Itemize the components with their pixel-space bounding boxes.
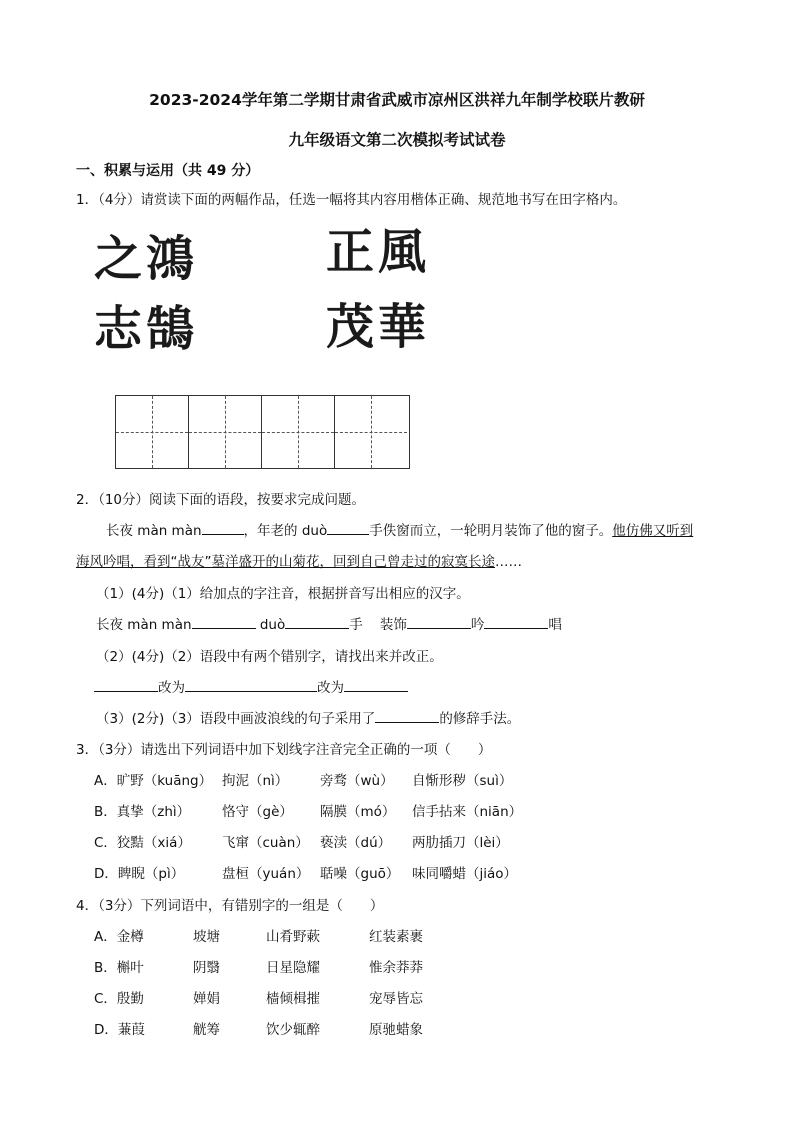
answer-blank[interactable]	[375, 708, 439, 723]
option-item: 飞窜（cuàn）	[222, 835, 309, 851]
question-2-sub1: （1）(4分)（1）给加点的字注音，根据拼音写出相应的汉字。	[96, 586, 470, 602]
exam-title-line2: 九年级语文第二次模拟考试试卷	[288, 131, 506, 149]
fill-label: 改为	[158, 680, 185, 696]
answer-blank[interactable]	[185, 677, 317, 692]
passage-ellipsis: ……	[495, 554, 522, 570]
option-item: 隔膜（mó）	[320, 804, 396, 820]
passage-line1	[106, 519, 693, 539]
answer-blank[interactable]	[285, 614, 349, 629]
grid-cell[interactable]	[189, 396, 262, 468]
fill-label: 唱	[548, 617, 562, 633]
question-4-text: 4．（3分）下列词语中，有错别字的一组是（ ）	[76, 898, 384, 914]
passage-line2	[76, 550, 522, 570]
passage-segment: ，年老的 duò	[243, 523, 328, 539]
answer-blank[interactable]	[327, 520, 369, 535]
fill-label: 改为	[317, 680, 344, 696]
option-item: B．真挚（zhì）	[94, 804, 191, 820]
option-item: 觥筹	[193, 1022, 220, 1038]
passage-wavy-sentence-part1: 他仿佛又听到	[612, 523, 694, 539]
option-item: 阴翳	[193, 960, 220, 976]
option-item: C．殷勤	[94, 991, 144, 1007]
option-item: 宠辱皆忘	[369, 991, 423, 1007]
option-item: 婵娟	[193, 991, 220, 1007]
answer-blank[interactable]	[94, 677, 158, 692]
option-item: 亵渎（dú）	[320, 835, 392, 851]
passage-segment: 手佚窗而立，一轮明月装饰了他的窗子。	[369, 523, 613, 539]
fill-label: （3）(2分)（3）语段中画波浪线的句子采用了	[96, 711, 376, 727]
option-item: 恪守（gè）	[222, 804, 293, 820]
option-item: D．蒹葭	[94, 1022, 145, 1038]
question-2-sub3	[96, 707, 520, 727]
fill-label: 吟	[470, 617, 485, 633]
exam-title-line1: 2023-2024学年第二学期甘肃省武威市凉州区洪祥九年制学校联片教研	[149, 91, 645, 109]
option-item: 坡塘	[193, 929, 220, 945]
grid-cell[interactable]	[116, 396, 189, 468]
grid-cell[interactable]	[335, 396, 407, 468]
calligraphy-work-2-line1: 正風	[326, 224, 431, 280]
option-item: 樯倾楫摧	[266, 991, 320, 1007]
option-item: 山肴野蔌	[266, 929, 320, 945]
answer-blank[interactable]	[202, 520, 244, 535]
question-3-text: 3．（3分）请选出下列词语中加下划线字注音完全正确的一项（ ）	[76, 742, 492, 758]
calligraphy-work-2-line2: 茂華	[326, 299, 431, 355]
option-item: 聒噪（guō）	[320, 866, 400, 882]
tianzige-grid[interactable]	[115, 395, 410, 469]
question-2-fill2	[94, 676, 408, 696]
fill-label: 手	[349, 617, 363, 633]
option-item: B．槲叶	[94, 960, 144, 976]
answer-blank[interactable]	[192, 614, 256, 629]
option-item: 盘桓（yuán）	[222, 866, 310, 882]
option-item: C．狡黠（xiá）	[94, 835, 191, 851]
question-2-text: 2．（10分）阅读下面的语段，按要求完成问题。	[76, 492, 366, 508]
grid-cell[interactable]	[262, 396, 335, 468]
option-item: 味同嚼蜡（jiáo）	[412, 866, 518, 882]
question-2-fill1	[96, 613, 562, 633]
answer-blank[interactable]	[407, 614, 471, 629]
option-item: 两肋插刀（lèi）	[412, 835, 509, 851]
question-1-text: 1．（4分）请赏读下面的两幅作品，任选一幅将其内容用楷体正确、规范地书写在田字格内。	[76, 192, 627, 208]
option-item: A．金樽	[94, 929, 144, 945]
option-item: 红装素裹	[369, 929, 423, 945]
question-2-sub2: （2）(4分)（2）语段中有两个错别字，请找出来并改正。	[96, 649, 443, 665]
option-item: 饮少辄醉	[266, 1022, 320, 1038]
calligraphy-work-1-line1: 之鴻	[94, 231, 199, 287]
fill-label: duò	[259, 617, 286, 633]
calligraphy-work-1-line2: 志鵠	[94, 301, 199, 357]
fill-label: 的修辞手法。	[439, 711, 521, 727]
option-item: 自惭形秽（suì）	[412, 773, 513, 789]
option-item: 日星隐耀	[266, 960, 320, 976]
section-heading: 一、积累与运用（共 49 分）	[76, 163, 260, 179]
answer-blank[interactable]	[344, 677, 408, 692]
passage-segment: 长夜 màn màn	[106, 523, 202, 539]
option-item: 旁骛（wù）	[320, 773, 394, 789]
option-item: 信手拈来（niān）	[412, 804, 523, 820]
fill-label: 长夜 màn màn	[96, 617, 192, 633]
answer-blank[interactable]	[484, 614, 548, 629]
option-item: 拘泥（nì）	[222, 773, 289, 789]
option-item: A．旷野（kuāng）	[94, 773, 213, 789]
fill-label: 装饰	[379, 617, 407, 633]
passage-wavy-sentence-part2: 海风吟唱，看到“战友”墓洋盛开的山菊花，回到自己曾走过的寂寞长途	[76, 554, 495, 570]
option-item: D．睥睨（pì）	[94, 866, 185, 882]
option-item: 惟余莽莽	[369, 960, 423, 976]
option-item: 原驰蜡象	[369, 1022, 423, 1038]
